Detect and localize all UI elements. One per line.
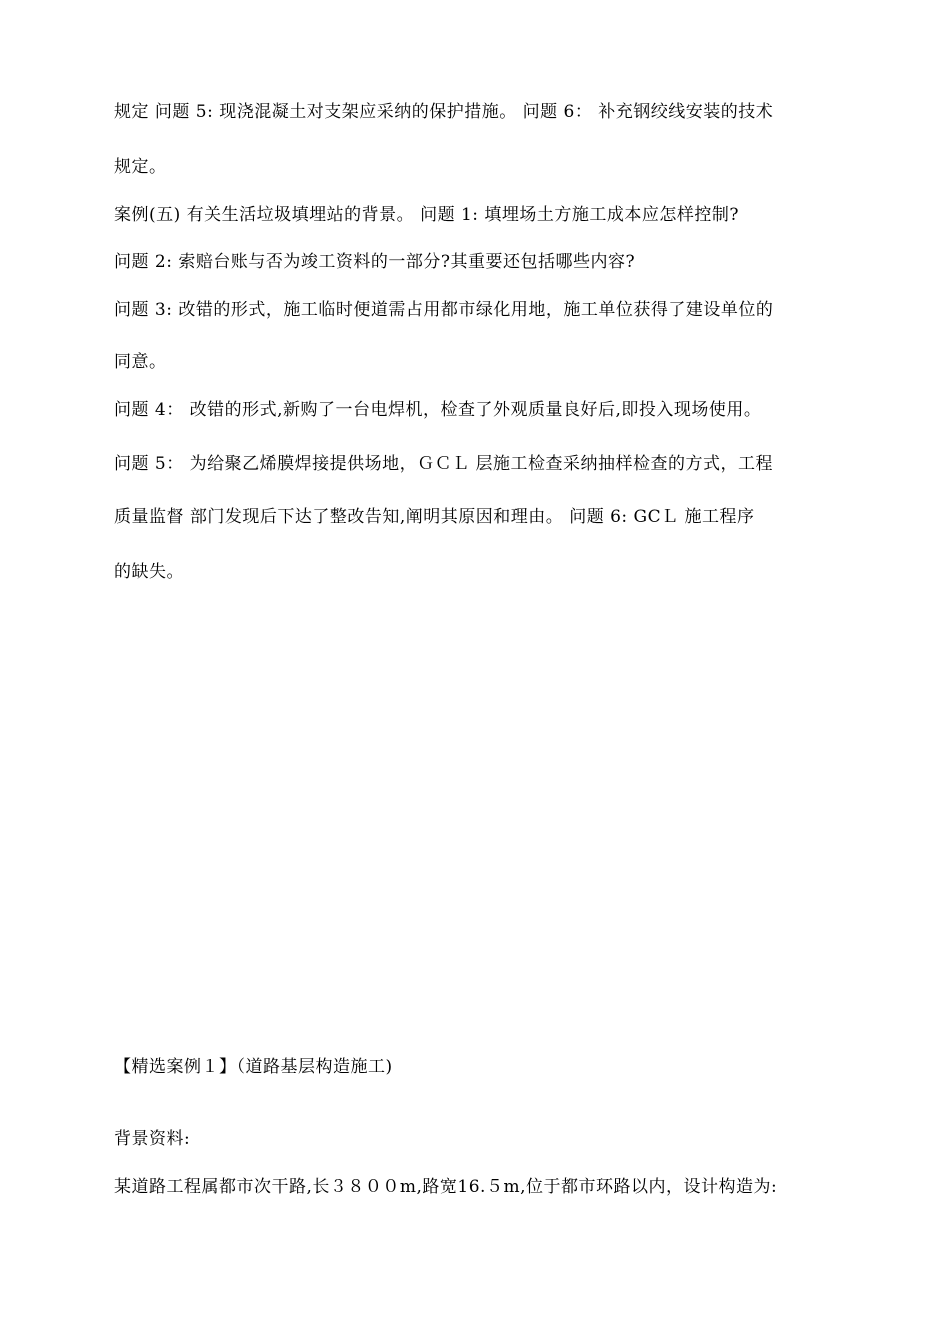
text-line: 某道路工程属都市次干路,长３８００m,路宽16.５m,位于都市环路以内，设计构造为:: [114, 1177, 778, 1197]
text-line: 问题 5： 为给聚乙烯膜焊接提供场地，ＧＣＬ 层施工检查采纳抽样检查的方式，工程: [114, 454, 774, 474]
text-line: 规定 问题 5: 现浇混凝土对支架应采纳的保护措施。 问题 6： 补充钢绞线安装的技术: [114, 102, 774, 122]
text-line: 案例(五) 有关生活垃圾填埋站的背景。 问题 1: 填埋场土方施工成本应怎样控制?: [114, 205, 740, 225]
text-line: 问题 3: 改错的形式，施工临时便道需占用都市绿化用地，施工单位获得了建设单位的: [114, 300, 774, 320]
text-line: 质量监督 部门发现后下达了整改告知,阐明其原因和理由。 问题 6: GCＬ 施工程序: [114, 507, 755, 527]
section-heading: 【精选案例１】（道路基层构造施工): [114, 1057, 393, 1077]
subheading: 背景资料:: [114, 1129, 191, 1149]
text-line: 问题 4： 改错的形式,新购了一台电焊机，检查了外观质量良好后,即投入现场使用。: [114, 400, 762, 420]
text-line: 规定。: [114, 157, 167, 177]
text-line: 同意。: [114, 352, 167, 372]
text-line: 问题 2: 索赔台账与否为竣工资料的一部分?其重要还包括哪些内容?: [114, 252, 636, 272]
text-line: 的缺失。: [114, 562, 184, 582]
